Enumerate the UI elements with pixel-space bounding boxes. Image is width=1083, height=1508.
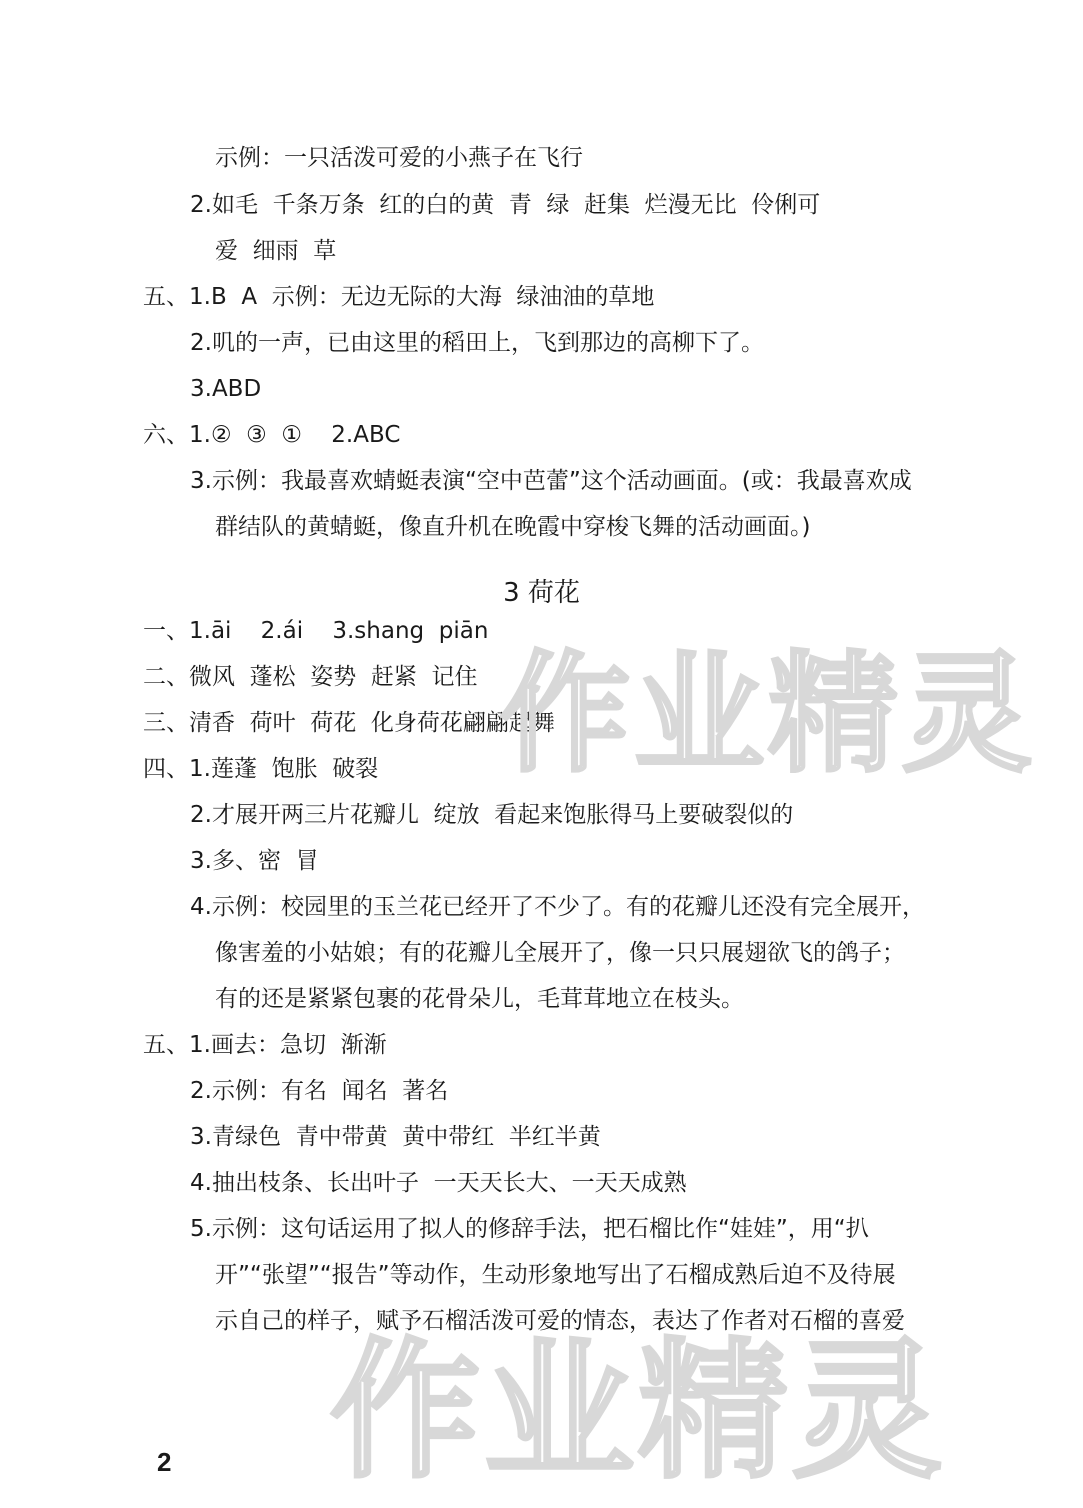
- answer-line: 2.示例：有名 闻名 著名: [190, 1078, 449, 1104]
- answer-line: 有的还是紧紧包裹的花骨朵儿，毛茸茸地立在枝头。: [215, 986, 744, 1012]
- answer-line: 示例：一只活泼可爱的小燕子在飞行: [215, 145, 583, 171]
- answer-line: 2.才展开两三片花瓣儿 绽放 看起来饱胀得马上要破裂似的: [190, 802, 794, 828]
- answer-line: 2.叽的一声，已由这里的稻田上，飞到那边的高柳下了。: [190, 330, 764, 356]
- answer-line: 3.ABD: [190, 376, 262, 402]
- answer-line: 开”“张望”“报告”等动作，生动形象地写出了石榴成熟后迫不及待展: [215, 1262, 896, 1288]
- answer-line: 示自己的样子，赋予石榴活泼可爱的情态，表达了作者对石榴的喜爱: [215, 1308, 905, 1334]
- answer-line: 爱 细雨 草: [215, 238, 337, 264]
- answer-line: 3.多、密 冒: [190, 848, 319, 874]
- answer-line: 3.示例：我最喜欢蜻蜓表演“空中芭蕾”这个活动画面。(或：我最喜欢成: [190, 468, 912, 494]
- watermark-logo: 作业精灵: [500, 638, 1037, 790]
- answer-line: 4.抽出枝条、长出叶子 一天天长大、一天天成熟: [190, 1170, 687, 1196]
- answer-line: 5.示例：这句话运用了拟人的修辞手法，把石榴比作“娃娃”，用“扒: [190, 1216, 869, 1242]
- answer-line: 3.青绿色 青中带黄 黄中带红 半红半黄: [190, 1124, 601, 1150]
- answer-line: 4.示例：校园里的玉兰花已经开了不少了。有的花瓣儿还没有完全展开，: [190, 894, 925, 920]
- page-number: 2: [157, 1447, 172, 1477]
- answer-line: 五、1.画去：急切 渐渐: [143, 1032, 387, 1058]
- answer-line: 像害羞的小姑娘；有的花瓣儿全展开了，像一只只展翅欲飞的鸽子；: [215, 940, 905, 966]
- watermark-logo: 作业精灵: [330, 1325, 947, 1499]
- answer-line: 2.如毛 千条万条 红的白的黄 青 绿 赶集 烂漫无比 伶俐可: [190, 192, 821, 218]
- answer-line: 一、1.āi 2.ái 3.shang piān: [143, 618, 489, 644]
- answer-line: 四、1.莲蓬 饱胀 破裂: [143, 756, 379, 782]
- answer-line: 三、清香 荷叶 荷花 化身荷花翩翩起舞: [143, 710, 555, 736]
- answer-line: 六、1.② ③ ① 2.ABC: [143, 422, 401, 448]
- answer-line: 二、微风 蓬松 姿势 赶紧 记住: [143, 664, 478, 690]
- section-title: 3 荷花: [503, 578, 580, 608]
- answer-line: 五、1.B A 示例：无边无际的大海 绿油油的草地: [143, 284, 655, 310]
- answer-line: 群结队的黄蜻蜓，像直升机在晚霞中穿梭飞舞的活动画面。): [215, 514, 811, 540]
